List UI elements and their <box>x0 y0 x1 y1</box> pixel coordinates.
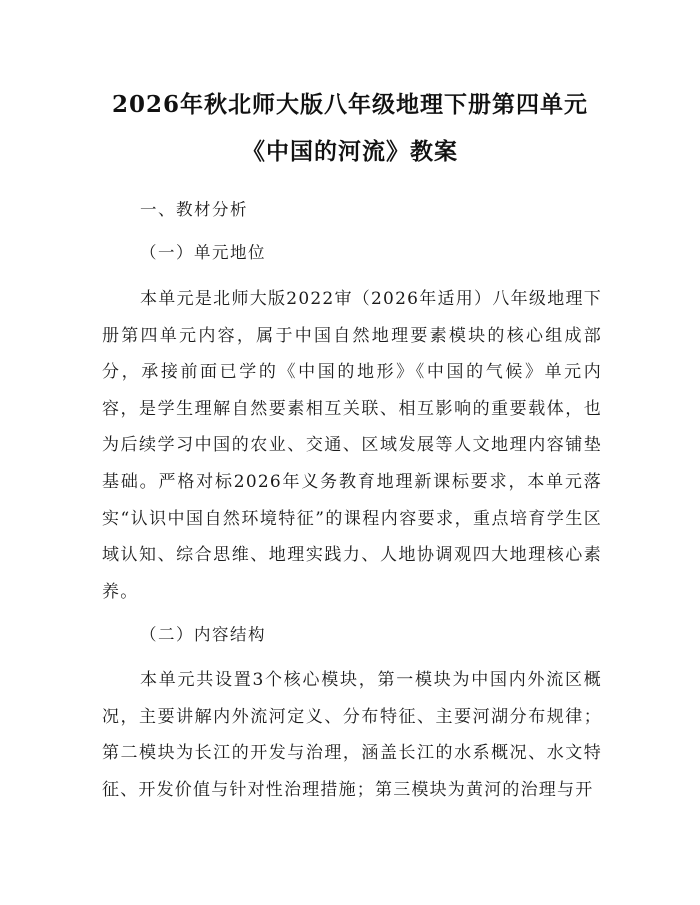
paragraph-content-structure: 本单元共设置3个核心模块，第一模块为中国内外流区概况，主要讲解内外流河定义、分布特征、主要河湖分布规律；第二模块为长江的开发与治理，涵盖长江的水系概况、水文特征、开发价值与针对性治理措施；第三模块为黄河的治理与开 <box>102 670 602 800</box>
document-title-line-2: 《中国的河流》教案 <box>242 138 458 165</box>
subsection-heading-unit-position: （一）单元地位 <box>140 243 266 262</box>
section-heading-teaching-material-analysis: 一、教材分析 <box>140 200 248 219</box>
paragraph-unit-position: 本单元是北师大版2022审（2026年适用）八年级地理下册第四单元内容，属于中国自然地理要素模块的核心组成部分，承接前面已学的《中国的地形》《中国的气候》单元内容，是学生理解自然要素相互关联、相互影响的重要载体，也为后续学习中国的农业、交通、区域发展等人文地理内容铺垫基础。严格对标2026年义务教育地理新课标要求，本单元落实“认识中国自然环境特征”的课程内容要求，重点培育学生区域认知、综合思维、地理实践力、人地协调观四大地理核心素养。 <box>102 289 602 602</box>
subsection-heading-content-structure: （二）内容结构 <box>140 625 266 644</box>
document-title-line-1: 2026年秋北师大版八年级地理下册第四单元 <box>111 91 588 118</box>
